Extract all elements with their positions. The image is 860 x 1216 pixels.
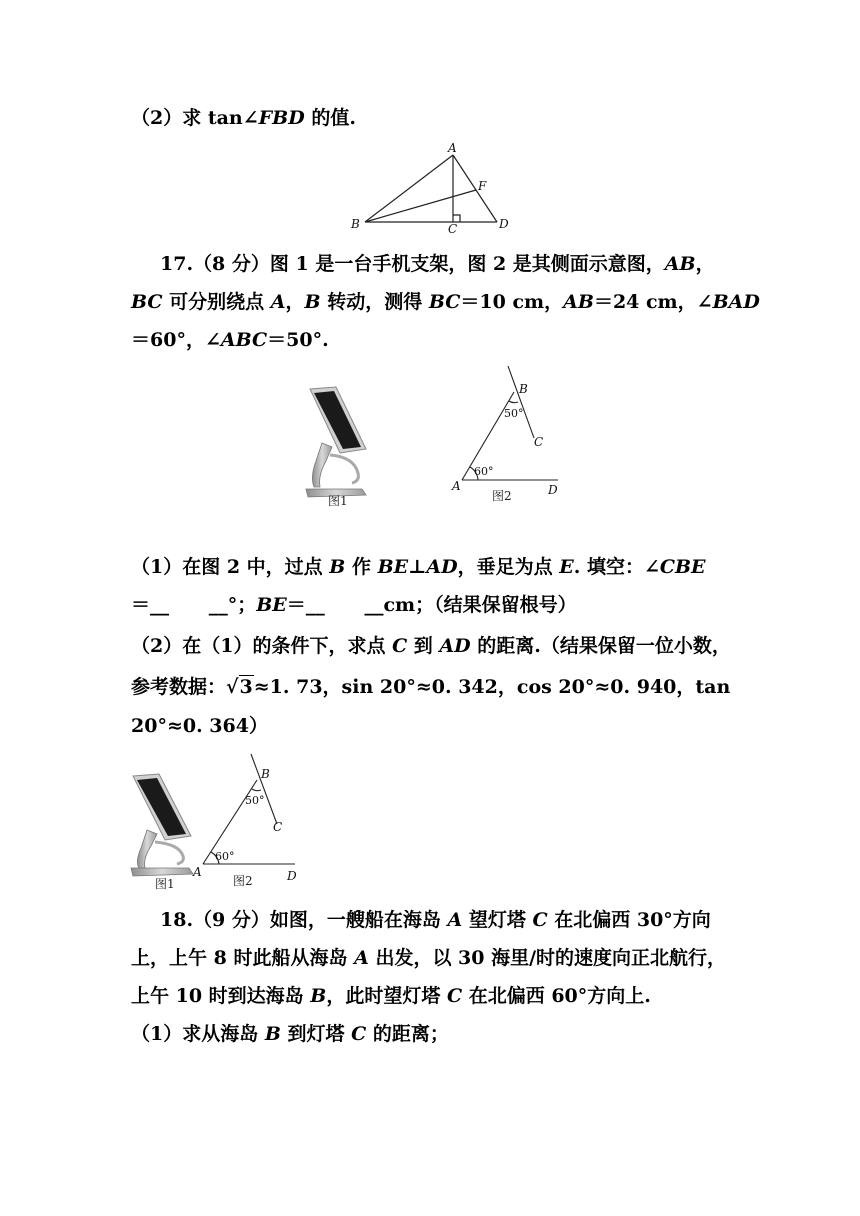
q17-line2: BC 可分别绕点 A，B 转动，测得 BC＝10 cm，AB＝24 cm，∠BAD [131,291,760,313]
q16-triangle-figure [345,140,515,235]
q18-line1: 18.（9 分）如图，一艘船在海岛 A 望灯塔 C 在北偏西 30°方向 [160,909,711,931]
label-c: C [448,222,458,235]
label-d: D [499,217,509,231]
side-diagram-figure-2 [448,362,568,507]
q18-line3: 上午 10 时到达海岛 B，此时望灯塔 C 在北偏西 60°方向上. [131,985,651,1007]
q17-part2-line1: （2）在（1）的条件下，求点 C 到 AD 的距离.（结果保留一位小数， [131,635,731,657]
q17-line1: 17.（8 分）图 1 是一台手机支架，图 2 是其侧面示意图，AB， [160,253,715,275]
combined-angle-a: 60° [215,850,235,863]
fig1-caption: 图1 [328,494,348,508]
combined-label-d: D [287,869,297,883]
combined-angle-b: 50° [245,794,265,807]
q17-part1-line1: （1）在图 2 中，过点 B 作 BE⊥AD，垂足为点 E. 填空：∠CBE [131,556,706,578]
combined-label-c: C [273,820,283,834]
fig2-label-c: C [534,435,544,449]
phone-stand-figure-1 [296,385,376,510]
fig2-angle-a: 60° [474,465,494,478]
fig2-label-b: B [519,382,528,396]
fig2-caption: 图2 [492,489,512,503]
combined-label-b: B [261,767,270,781]
label-a: A [448,141,457,155]
fig2-label-a: A [452,479,461,493]
q17-line3: ＝60°，∠ABC＝50°. [131,329,329,351]
combined-label-a: A [193,865,202,879]
q17-part1-line2: ＝__ __°；BE＝__ __cm；（结果保留根号） [131,594,577,616]
combined-fig1-caption: 图1 [155,877,175,891]
q16-part2: （2）求 tan∠FBD 的值. [131,107,356,129]
q17-part2-line3: 20°≈0. 364） [131,715,268,737]
sqrt-symbol: √3 [226,676,253,698]
q18-line2: 上，上午 8 时此船从海岛 A 出发，以 30 海里/时的速度向正北航行， [131,947,727,969]
phone-stand-combined-figure [127,748,307,893]
combined-fig2-caption: 图2 [233,874,253,888]
fig2-angle-b: 50° [504,407,524,420]
fig2-label-d: D [548,483,558,497]
q18-part1: （1）求从海岛 B 到灯塔 C 的距离； [131,1023,449,1045]
q17-part2-line2: 参考数据：√3≈1. 73，sin 20°≈0. 342，cos 20°≈0. 940，tan [131,676,731,698]
label-b: B [351,217,360,231]
label-f: F [478,179,487,193]
